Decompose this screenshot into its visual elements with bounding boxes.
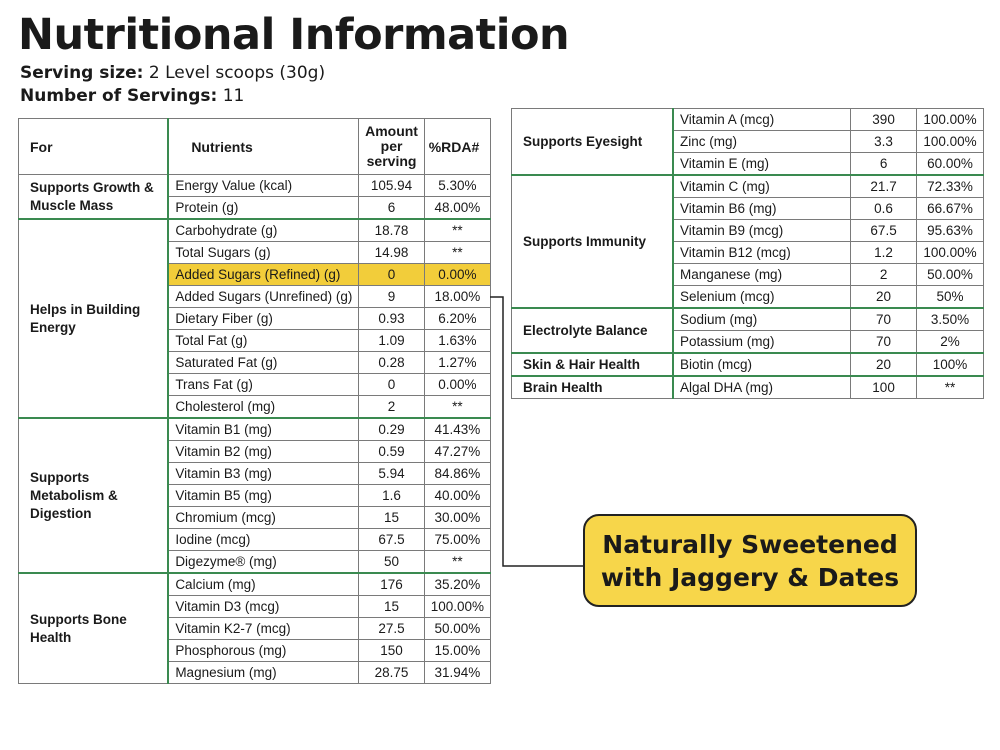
rda-value: 50% [916, 286, 983, 309]
rda-value: 100% [916, 353, 983, 376]
rda-value: 0.00% [424, 374, 490, 396]
amount-value: 27.5 [359, 618, 424, 640]
rda-value: 75.00% [424, 529, 490, 551]
rda-value: 6.20% [424, 308, 490, 330]
header-for: For [19, 119, 169, 175]
group-label: Supports Immunity [512, 175, 674, 308]
nutrient-name: Protein (g) [168, 197, 359, 220]
amount-value: 390 [851, 109, 917, 131]
header-nutrients: Nutrients [168, 119, 359, 175]
table-row [512, 308, 984, 331]
rda-value: 3.50% [916, 308, 983, 331]
group-label: Supports Growth & Muscle Mass [19, 175, 169, 220]
rda-value: 5.30% [424, 175, 490, 197]
amount-value: 21.7 [851, 175, 917, 198]
amount-value: 6 [359, 197, 424, 220]
rda-value: 18.00% [424, 286, 490, 308]
amount-value: 3.3 [851, 131, 917, 153]
nutrient-name: Vitamin B3 (mg) [168, 463, 359, 485]
amount-value: 0.28 [359, 352, 424, 374]
amount-value: 20 [851, 286, 917, 309]
nutrient-name: Carbohydrate (g) [168, 219, 359, 242]
nutrient-name: Added Sugars (Unrefined) (g) [168, 286, 359, 308]
rda-value: ** [424, 219, 490, 242]
amount-value: 2 [359, 396, 424, 419]
rda-value: 95.63% [916, 220, 983, 242]
amount-value: 6 [851, 153, 917, 176]
nutrient-name: Chromium (mcg) [168, 507, 359, 529]
nutrient-name: Vitamin E (mg) [673, 153, 851, 176]
amount-value: 20 [851, 353, 917, 376]
nutrient-name: Vitamin B5 (mg) [168, 485, 359, 507]
amount-value: 5.94 [359, 463, 424, 485]
rda-value: 100.00% [916, 131, 983, 153]
amount-value: 0 [359, 374, 424, 396]
rda-value: 47.27% [424, 441, 490, 463]
rda-value: 40.00% [424, 485, 490, 507]
nutrient-name: Vitamin K2-7 (mcg) [168, 618, 359, 640]
nutrient-name: Phosphorous (mg) [168, 640, 359, 662]
group-label: Supports Metabolism & Digestion [19, 418, 169, 573]
nutrient-name: Vitamin D3 (mcg) [168, 596, 359, 618]
rda-value: 48.00% [424, 197, 490, 220]
rda-value: 1.63% [424, 330, 490, 352]
nutrient-name: Trans Fat (g) [168, 374, 359, 396]
amount-value: 1.6 [359, 485, 424, 507]
amount-value: 67.5 [359, 529, 424, 551]
nutrient-name: Magnesium (mg) [168, 662, 359, 684]
rda-value: 72.33% [916, 175, 983, 198]
rda-value: 15.00% [424, 640, 490, 662]
table-row [512, 353, 984, 376]
callout-badge [583, 514, 917, 607]
nutrient-name: Saturated Fat (g) [168, 352, 359, 374]
serving-size [20, 63, 325, 83]
rda-value: 50.00% [916, 264, 983, 286]
nutrient-name: Vitamin A (mcg) [673, 109, 851, 131]
table-row [19, 219, 491, 242]
nutrient-name: Algal DHA (mg) [673, 376, 851, 399]
table-row [19, 573, 491, 596]
nutrient-name: Biotin (mcg) [673, 353, 851, 376]
callout-line-1: Naturally Sweetened [602, 529, 898, 559]
rda-value: 100.00% [424, 596, 490, 618]
header-rda: %RDA# [424, 119, 490, 175]
table-row [19, 418, 491, 441]
rda-value: 30.00% [424, 507, 490, 529]
nutrient-name: Cholesterol (mg) [168, 396, 359, 419]
nutrition-table-right [511, 108, 984, 399]
amount-value: 50 [359, 551, 424, 574]
amount-value: 70 [851, 331, 917, 354]
rda-value: ** [916, 376, 983, 399]
nutrient-name: Digezyme® (mg) [168, 551, 359, 574]
amount-value: 0.6 [851, 198, 917, 220]
rda-value: 0.00% [424, 264, 490, 286]
nutrient-name: Vitamin B6 (mg) [673, 198, 851, 220]
amount-value: 0.29 [359, 418, 424, 441]
nutrient-name: Iodine (mcg) [168, 529, 359, 551]
group-label: Supports Bone Health [19, 573, 169, 684]
rda-value: 100.00% [916, 242, 983, 264]
nutrition-table-left [18, 118, 491, 684]
number-of-servings [20, 86, 244, 106]
amount-value: 14.98 [359, 242, 424, 264]
nutrient-name: Dietary Fiber (g) [168, 308, 359, 330]
nutrient-name: Vitamin B2 (mg) [168, 441, 359, 463]
amount-value: 0 [359, 264, 424, 286]
table-header-row [19, 119, 491, 175]
amount-value: 150 [359, 640, 424, 662]
group-label: Electrolyte Balance [512, 308, 674, 353]
servings-label: Number of Servings: [20, 86, 218, 106]
nutrient-name: Zinc (mg) [673, 131, 851, 153]
nutrient-name: Selenium (mcg) [673, 286, 851, 309]
rda-value: ** [424, 242, 490, 264]
group-label: Helps in Building Energy [19, 219, 169, 418]
amount-value: 1.09 [359, 330, 424, 352]
rda-value: 1.27% [424, 352, 490, 374]
amount-value: 2 [851, 264, 917, 286]
rda-value: 100.00% [916, 109, 983, 131]
rda-value: 60.00% [916, 153, 983, 176]
nutrient-name: Total Fat (g) [168, 330, 359, 352]
nutrient-name: Total Sugars (g) [168, 242, 359, 264]
callout-line-2: with Jaggery & Dates [600, 562, 900, 592]
rda-value: 41.43% [424, 418, 490, 441]
amount-value: 15 [359, 507, 424, 529]
rda-value: 2% [916, 331, 983, 354]
amount-value: 67.5 [851, 220, 917, 242]
rda-value: 31.94% [424, 662, 490, 684]
amount-value: 18.78 [359, 219, 424, 242]
nutrient-name: Vitamin B1 (mg) [168, 418, 359, 441]
nutrient-name: Potassium (mg) [673, 331, 851, 354]
rda-value: 35.20% [424, 573, 490, 596]
rda-value: ** [424, 551, 490, 574]
rda-value: ** [424, 396, 490, 419]
group-label: Brain Health [512, 376, 674, 399]
group-label: Skin & Hair Health [512, 353, 674, 376]
table-row [512, 376, 984, 399]
amount-value: 105.94 [359, 175, 424, 197]
page-title: Nutritional Information [18, 10, 570, 60]
rda-value: 66.67% [916, 198, 983, 220]
nutrient-name: Vitamin B12 (mcg) [673, 242, 851, 264]
table-row [512, 109, 984, 131]
amount-value: 70 [851, 308, 917, 331]
amount-value: 15 [359, 596, 424, 618]
table-row [512, 175, 984, 198]
nutrient-name: Added Sugars (Refined) (g) [168, 264, 359, 286]
nutrient-name: Calcium (mg) [168, 573, 359, 596]
nutrient-name: Vitamin B9 (mcg) [673, 220, 851, 242]
serving-size-label: Serving size: [20, 63, 144, 83]
amount-value: 28.75 [359, 662, 424, 684]
serving-size-value: 2 Level scoops (30g) [148, 63, 326, 83]
table-row [19, 175, 491, 197]
nutrient-name: Sodium (mg) [673, 308, 851, 331]
amount-value: 0.59 [359, 441, 424, 463]
amount-value: 100 [851, 376, 917, 399]
servings-value: 11 [222, 86, 245, 106]
nutrient-name: Vitamin C (mg) [673, 175, 851, 198]
group-label: Supports Eyesight [512, 109, 674, 176]
amount-value: 9 [359, 286, 424, 308]
amount-value: 176 [359, 573, 424, 596]
nutrient-name: Energy Value (kcal) [168, 175, 359, 197]
header-amount: Amount per serving [359, 119, 424, 175]
amount-value: 0.93 [359, 308, 424, 330]
amount-value: 1.2 [851, 242, 917, 264]
rda-value: 50.00% [424, 618, 490, 640]
rda-value: 84.86% [424, 463, 490, 485]
nutrient-name: Manganese (mg) [673, 264, 851, 286]
